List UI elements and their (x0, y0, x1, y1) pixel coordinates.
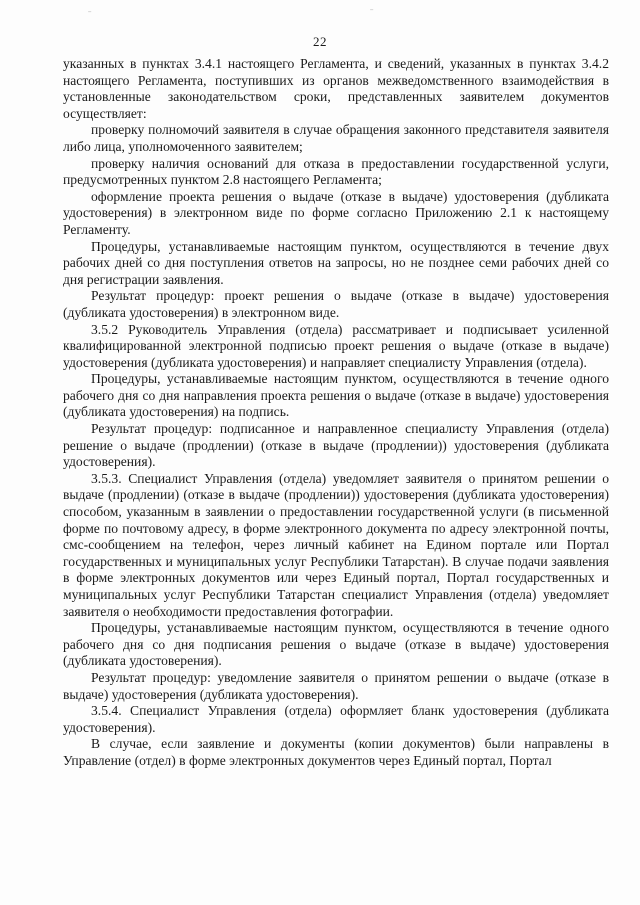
paragraph: указанных в пунктах 3.4.1 настоящего Регламента, и сведений, указанных в пунктах 3.4.2 настоящего Регламента, поступивших из органов межведомственного взаимодействия в установленные законодательством сроки, представленных заявителем документов осуществляет: (63, 56, 609, 121)
scan-artifact-top-left: ˉ (88, 10, 93, 21)
document-body (63, 56, 609, 770)
paragraph: Результат процедур: проект решения о выдаче (отказе в выдаче) удостоверения (дубликата удостоверения) в электронном виде. (63, 288, 609, 320)
page-number: 22 (313, 34, 327, 49)
paragraph: Результат процедур: уведомление заявителя о принятом решении о выдаче (отказе в выдаче) удостоверения (дубликата удостоверения). (63, 669, 609, 702)
paragraph: оформление проекта решения о выдаче (отказе в выдаче) удостоверения (дубликата удостоверения) в электронном виде по форме согласно Приложению 2.1 к настоящему Регламенту. (63, 188, 609, 237)
paragraph: 3.5.3. Специалист Управления (отдела) уведомляет заявителя о принятом решении о выдаче (продлении) (отказе в выдаче (продлении)) удостоверения (дубликата удостоверения) способом, указанным в заявлении о предоставлении государственной услуги (в письменной форме по почтовому адресу, в форме электронного документа по адресу электронной почты, смс-сообщением на телефон, через личный кабинет на Едином портале или Портал государственных и муниципальных услуг Республики Татарстан). В случае подачи заявления в форме электронных документов или через Единый портал, Портал государственных и муниципальных услуг Республики Татарстан специалист Управления (отдела) уведомляет заявителя о необходимости предоставления фотографии. (63, 470, 609, 619)
paragraph: 3.5.2 Руководитель Управления (отдела) рассматривает и подписывает усиленной квалифицированной электронной подписью проект решения о выдаче (отказе в выдаче) удостоверения (дубликата удостоверения) и направляет специалисту Управления (отдела). (63, 321, 609, 370)
paragraph: проверку полномочий заявителя в случае обращения законного представителя заявителя либо лица, уполномоченного заявителем; (63, 122, 609, 154)
paragraph: 3.5.4. Специалист Управления (отдела) оформляет бланк удостоверения (дубликата удостоверения). (63, 703, 609, 735)
paragraph: В случае, если заявление и документы (копии документов) были направлены в Управление (отдел) в форме электронных документов через Единый портал, Портал (63, 736, 609, 768)
paragraph: Результат процедур: подписанное и направленное специалисту Управления (отдела) решение о выдаче (продлении) (отказе в выдаче (продлении)) удостоверения (дубликата удостоверения). (63, 421, 609, 470)
scan-artifact-top-center: ˉ (370, 8, 375, 19)
paragraph: Процедуры, устанавливаемые настоящим пунктом, осуществляются в течение одного рабочего дня со дня подписания решения о выдаче (отказе в выдаче) удостоверения (дубликата удостоверения). (63, 620, 609, 669)
paragraph: Процедуры, устанавливаемые настоящим пунктом, осуществляются в течение одного рабочего дня со дня направления проекта решения о выдаче (отказе в выдаче) удостоверения (дубликата удостоверения) на подпись. (63, 371, 609, 420)
paragraph: проверку наличия оснований для отказа в предоставлении государственной услуги, предусмотренных пунктом 2.8 настоящего Регламента; (63, 155, 609, 188)
paragraph: Процедуры, устанавливаемые настоящим пунктом, осуществляются в течение двух рабочих дней со дня поступления ответов на запросы, но не позднее семи рабочих дней со дня регистрации заявления. (63, 238, 609, 287)
